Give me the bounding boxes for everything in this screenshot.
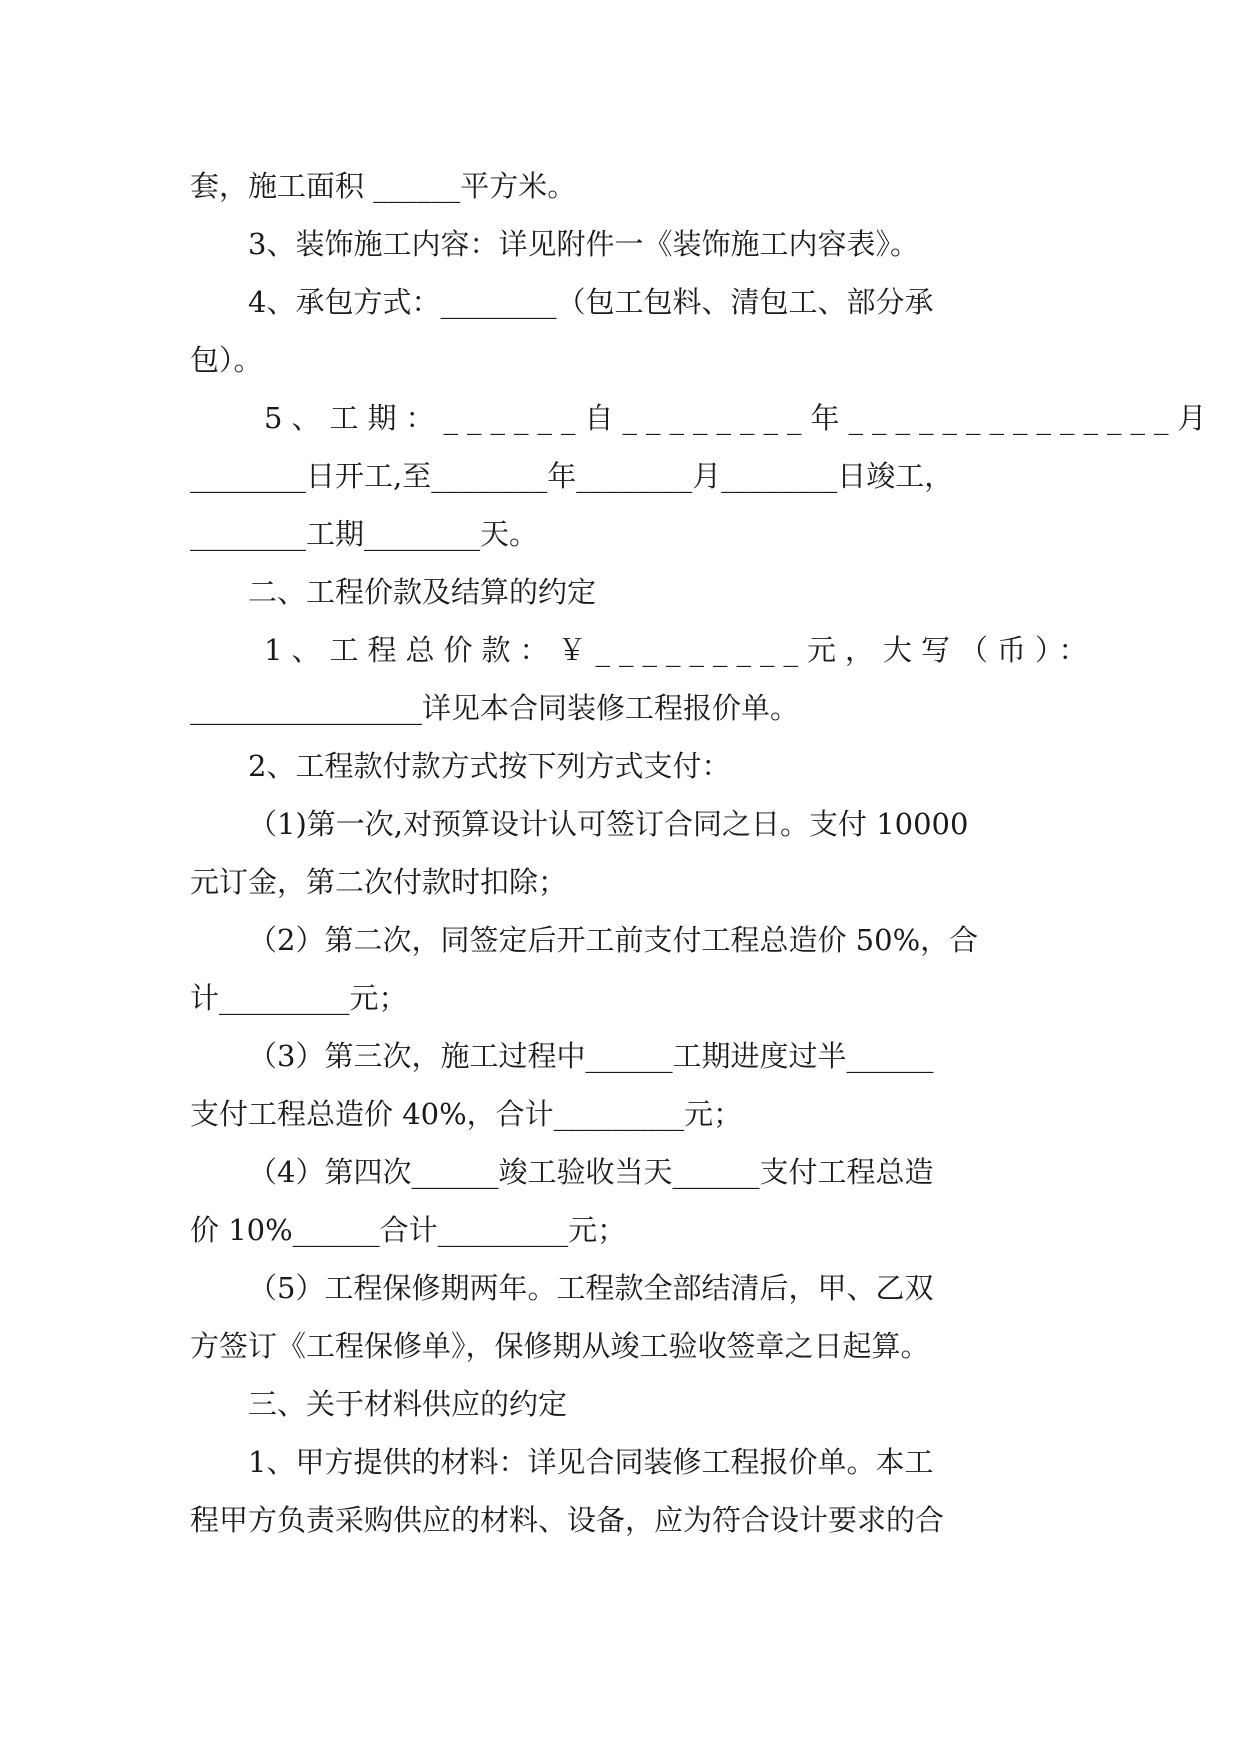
section-heading-2: 二、工程价款及结算的约定 bbox=[248, 575, 597, 609]
text-line-6: ________日开工,至________年________月________日竣工， bbox=[190, 459, 954, 493]
text-line-12: （1)第一次,对预算设计认可签订合同之日。支付 10000 bbox=[248, 807, 969, 841]
text-line-7: ________工期________天。 bbox=[190, 517, 539, 551]
text-line-4: 包）。 bbox=[190, 343, 263, 377]
text-line-13: 元订金，第二次付款时扣除； bbox=[190, 865, 568, 899]
text-line-23: 1、甲方提供的材料：详见合同装修工程报价单。本工 bbox=[248, 1445, 934, 1479]
text-line-15: 计_________元； bbox=[190, 981, 408, 1015]
text-line-5: 5、工期：______自________年______________月 bbox=[264, 401, 1216, 435]
text-line-14: （2）第二次，同签定后开工前支付工程总造价 50%，合 bbox=[248, 923, 979, 957]
text-line-19: 价 10%______合计_________元； bbox=[190, 1213, 627, 1247]
section-heading-3: 三、关于材料供应的约定 bbox=[248, 1387, 568, 1421]
text-line-20: （5）工程保修期两年。工程款全部结清后，甲、乙双 bbox=[248, 1271, 934, 1305]
text-line-1: 套，施工面积 ______平方米。 bbox=[190, 169, 577, 203]
text-line-17: 支付工程总造价 40%，合计_________元； bbox=[190, 1097, 743, 1131]
text-line-18: （4）第四次______竣工验收当天______支付工程总造 bbox=[248, 1155, 934, 1189]
text-line-11: 2、工程款付款方式按下列方式支付： bbox=[248, 749, 731, 783]
text-line-2: 3、装饰施工内容：详见附件一《装饰施工内容表》。 bbox=[248, 227, 919, 261]
text-line-9: 1、工程总价款：￥_________元，大写（币）： bbox=[264, 633, 1097, 667]
text-line-21: 方签订《工程保修单》，保修期从竣工验收签章之日起算。 bbox=[190, 1329, 930, 1363]
text-line-10: ________________详见本合同装修工程报价单。 bbox=[190, 691, 800, 725]
text-line-16: （3）第三次，施工过程中______工期进度过半______ bbox=[248, 1039, 934, 1073]
text-line-3: 4、承包方式：________（包工包料、清包工、部分承 bbox=[248, 285, 934, 319]
text-line-24: 程甲方负责采购供应的材料、设备，应为符合设计要求的合 bbox=[190, 1503, 945, 1537]
